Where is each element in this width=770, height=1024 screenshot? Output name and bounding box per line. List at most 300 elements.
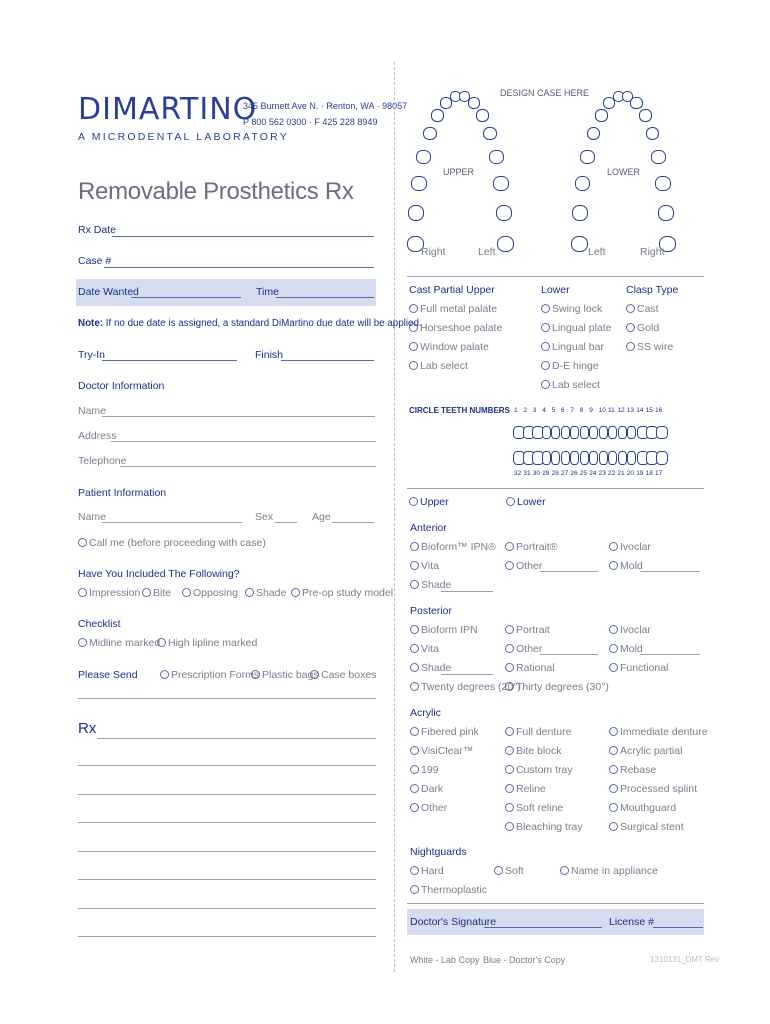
tooth-number[interactable]: 3 <box>532 407 537 414</box>
upper-left-label: Left <box>478 246 496 258</box>
cast-partial-lower-option[interactable] <box>541 379 600 391</box>
radio-circle <box>626 342 635 351</box>
nightguard-hard[interactable] <box>410 865 444 877</box>
patient-sex-label: Sex <box>255 511 274 523</box>
radio-circle <box>609 727 618 736</box>
tooth-number[interactable]: 28 <box>551 470 559 477</box>
upper-tooth-icon[interactable] <box>580 426 589 439</box>
nightguard-soft-label: Soft <box>505 865 524 877</box>
tooth-number[interactable]: 22 <box>608 470 616 477</box>
tooth-number[interactable]: 4 <box>542 407 546 414</box>
acrylic-col2-option[interactable] <box>505 783 546 795</box>
lower-tooth-icon[interactable] <box>656 451 668 465</box>
anterior-col1-option-label: Bioform™ IPN® <box>421 541 496 553</box>
arch-upper-option[interactable]: Upper <box>409 496 449 508</box>
clasp-type-option[interactable] <box>626 341 673 353</box>
lower-tooth-icon[interactable] <box>561 451 570 465</box>
tooth-number[interactable]: 14 <box>636 407 644 414</box>
circle-teeth-heading: CIRCLE TEETH NUMBERS <box>409 406 510 415</box>
upper-right-label: Right <box>421 246 446 258</box>
doctor-signature-label: Doctor's Signature <box>410 916 497 928</box>
cast-partial-heading: Cast Partial Upper <box>409 284 495 296</box>
posterior-col2-option-label: Rational <box>516 662 555 674</box>
rx-date-label: Rx Date <box>78 224 116 236</box>
send-prescription-forms[interactable]: Prescription Forms <box>160 669 259 681</box>
send-plastic-bags[interactable]: Plastic bags <box>251 669 319 681</box>
acrylic-heading: Acrylic <box>410 707 441 719</box>
posterior-col2-option-label: Other <box>516 643 543 655</box>
tooth-number[interactable]: 20 <box>626 470 635 477</box>
included-bite[interactable]: Bite <box>142 587 171 599</box>
acrylic-col3-option-label: Mouthguard <box>620 802 677 814</box>
acrylic-col3-option[interactable] <box>609 764 656 776</box>
doctor-name-label: Name <box>78 405 107 417</box>
nightguard-name-label: Name in appliance <box>571 865 658 877</box>
rx-line[interactable] <box>78 794 376 795</box>
upper-tooth-icon[interactable] <box>656 426 668 439</box>
anterior-col2-option[interactable] <box>505 560 542 572</box>
clasp-type-option[interactable] <box>626 303 659 315</box>
checklist-high-lipline[interactable]: High lipline marked <box>157 637 257 649</box>
fill-in-line[interactable] <box>441 591 493 592</box>
radio-circle <box>410 746 419 755</box>
acrylic-col2-option-label: Custom tray <box>516 764 573 776</box>
cast-partial-upper-option[interactable] <box>409 322 502 334</box>
posterior-col1-option-label: Bioform IPN <box>421 624 478 636</box>
call-me-option[interactable]: Call me (before proceeding with case) <box>78 537 266 549</box>
send-case-boxes[interactable]: Case boxes <box>310 669 376 681</box>
patient-info-heading: Patient Information <box>78 487 167 499</box>
radio-circle <box>410 784 419 793</box>
finish-field[interactable] <box>281 360 374 361</box>
posterior-col3-option[interactable] <box>609 643 643 655</box>
radio-circle <box>505 803 514 812</box>
cast-partial-upper-option[interactable] <box>409 360 468 372</box>
lower-tooth-icon[interactable] <box>627 451 636 465</box>
clasp-type-option[interactable] <box>626 322 659 334</box>
acrylic-col2-option[interactable] <box>505 821 583 833</box>
radio-circle <box>505 822 514 831</box>
posterior-col2-option-label: Portrait <box>516 624 550 636</box>
checklist-heading: Checklist <box>78 618 121 630</box>
radio-circle <box>505 727 514 736</box>
finish-label: Finish <box>255 349 284 361</box>
tooth-icon[interactable] <box>587 127 601 140</box>
rx-line[interactable] <box>97 738 376 739</box>
radio-circle <box>410 561 419 570</box>
radio-circle <box>609 663 618 672</box>
tooth-icon[interactable] <box>489 150 504 164</box>
radio-circle <box>560 866 569 875</box>
upper-tooth-icon[interactable] <box>589 426 598 439</box>
tooth-icon[interactable] <box>476 109 489 121</box>
cast-partial-lower-option[interactable] <box>541 360 599 372</box>
tooth-number[interactable]: 11 <box>608 407 615 414</box>
tooth-icon[interactable] <box>411 176 426 191</box>
cast-partial-upper-option-label: Window palate <box>420 341 489 353</box>
rx-line[interactable] <box>78 879 376 880</box>
tooth-icon[interactable] <box>497 236 514 252</box>
radio-circle <box>541 323 550 332</box>
acrylic-col2-option-label: Soft reline <box>516 802 564 814</box>
cast-partial-upper-option-label: Full metal palate <box>420 303 498 315</box>
posterior-col1-option[interactable] <box>410 624 478 636</box>
posterior-col2-option-label: Thirty degrees (30°) <box>516 681 609 693</box>
upper-tooth-icon[interactable] <box>599 426 608 439</box>
fill-in-line[interactable] <box>640 654 700 655</box>
radio-circle <box>410 765 419 774</box>
acrylic-col1-option-label: 199 <box>421 764 439 776</box>
upper-tooth-icon[interactable] <box>627 426 636 439</box>
posterior-col2-option[interactable] <box>505 681 609 693</box>
radio-circle <box>505 663 514 672</box>
acrylic-col3-option-label: Processed splint <box>620 783 698 795</box>
nightguard-thermoplastic-label: Thermoplastic <box>421 884 487 896</box>
acrylic-col1-option[interactable] <box>410 745 473 757</box>
included-opposing[interactable]: Opposing <box>182 587 238 599</box>
patient-sex-field[interactable] <box>275 522 297 523</box>
tooth-number[interactable]: 12 <box>617 407 625 414</box>
cast-partial-lower-option[interactable] <box>541 341 604 353</box>
clasp-type-option-label: Gold <box>637 322 660 334</box>
radio-circle <box>609 765 618 774</box>
nightguard-name[interactable] <box>560 865 658 877</box>
lower-tooth-icon[interactable] <box>551 451 560 465</box>
footer-form-code: 1310131_DMT Rev <box>650 955 720 964</box>
posterior-col2-option[interactable] <box>505 624 550 636</box>
acrylic-col1-option-label: Dark <box>421 783 444 795</box>
cast-partial-upper-option-label: Lab select <box>420 360 468 372</box>
acrylic-col1-option-label: Other <box>421 802 448 814</box>
tooth-number[interactable]: 18 <box>645 470 653 477</box>
acrylic-col3-option-label: Rebase <box>620 764 657 776</box>
anterior-col3-option-label: Ivoclar <box>620 541 651 553</box>
anterior-heading: Anterior <box>410 522 447 534</box>
radio-circle <box>541 380 550 389</box>
tooth-icon[interactable] <box>468 97 480 109</box>
arch-lower-option[interactable]: Lower <box>506 496 546 508</box>
radio-circle <box>410 885 419 894</box>
cast-partial-lower-option-label: Lingual bar <box>552 341 604 353</box>
radio-circle <box>626 323 635 332</box>
rx-line[interactable] <box>78 936 376 937</box>
license-label: License # <box>609 916 654 928</box>
tooth-number[interactable]: 32 <box>514 470 522 477</box>
acrylic-col2-option-label: Reline <box>516 783 546 795</box>
radio-circle <box>609 625 618 634</box>
cast-partial-lower-option-label: Swing lock <box>552 303 603 315</box>
nightguard-soft[interactable] <box>494 865 524 877</box>
tooth-icon[interactable] <box>496 205 512 220</box>
tooth-icon[interactable] <box>571 236 588 252</box>
acrylic-col3-option-label: Immediate denture <box>620 726 708 738</box>
doctor-telephone-field[interactable] <box>120 466 376 467</box>
lower-tooth-icon[interactable] <box>599 451 608 465</box>
radio-circle <box>410 644 419 653</box>
radio-circle <box>78 538 87 547</box>
date-wanted-label: Date Wanted <box>78 286 139 298</box>
acrylic-col2-option[interactable] <box>505 726 571 738</box>
section-line <box>407 903 704 904</box>
fill-in-line[interactable] <box>540 571 598 572</box>
tooth-number[interactable]: 9 <box>589 407 593 414</box>
upper-tooth-icon[interactable] <box>618 426 627 439</box>
posterior-col1-option-label: Twenty degrees (20°) <box>421 681 521 693</box>
case-number-label: Case # <box>78 255 112 267</box>
tooth-number[interactable]: 7 <box>570 407 575 414</box>
fill-in-line[interactable] <box>540 654 598 655</box>
anterior-col2-option-label: Other <box>516 560 543 572</box>
tooth-number[interactable]: 30 <box>532 470 541 477</box>
clasp-type-heading: Clasp Type <box>626 284 679 296</box>
lower-heading: Lower <box>541 284 570 296</box>
doctor-telephone-label: Telephone <box>78 455 127 467</box>
lower-tooth-icon[interactable] <box>618 451 627 465</box>
anterior-col1-option-label: Vita <box>421 560 439 572</box>
radio-circle <box>505 644 514 653</box>
doctor-signature-field[interactable] <box>484 927 602 928</box>
tooth-icon[interactable] <box>655 176 670 191</box>
tooth-icon[interactable] <box>493 176 508 191</box>
anterior-col3-option-label: Mold <box>620 560 643 572</box>
rx-date-field[interactable] <box>112 236 374 237</box>
try-in-field[interactable] <box>102 360 237 361</box>
included-shade[interactable]: Shade <box>245 587 286 599</box>
lower-tooth-icon[interactable] <box>589 451 598 465</box>
anterior-col2-option-label: Portrait® <box>516 541 558 553</box>
posterior-col2-option[interactable] <box>505 662 555 674</box>
upper-tooth-icon[interactable] <box>542 426 551 439</box>
tooth-number[interactable]: 10 <box>598 407 606 414</box>
tooth-icon[interactable] <box>416 150 431 164</box>
upper-tooth-icon[interactable] <box>608 426 617 439</box>
radio-circle <box>609 784 618 793</box>
tooth-icon[interactable] <box>408 205 424 220</box>
section-line <box>407 488 704 489</box>
posterior-col3-option-label: Functional <box>620 662 669 674</box>
upper-tooth-icon[interactable] <box>570 426 579 439</box>
acrylic-col3-option[interactable] <box>609 821 684 833</box>
rx-line[interactable] <box>78 765 376 766</box>
tooth-number[interactable]: 29 <box>542 470 550 477</box>
anterior-col1-option[interactable] <box>410 541 496 553</box>
tooth-number[interactable]: 2 <box>523 407 528 414</box>
tooth-icon[interactable] <box>423 127 437 140</box>
tooth-number[interactable]: 19 <box>636 470 644 477</box>
included-impression[interactable]: Impression <box>78 587 140 599</box>
tooth-icon[interactable] <box>639 109 652 121</box>
tooth-number[interactable]: 17 <box>655 470 663 477</box>
posterior-col3-option[interactable] <box>609 624 651 636</box>
rx-line[interactable] <box>78 908 376 909</box>
anterior-col2-option[interactable] <box>505 541 558 553</box>
radio-circle <box>541 361 550 370</box>
doctor-address-field[interactable] <box>111 441 376 442</box>
case-number-field[interactable] <box>104 267 374 268</box>
radio-circle <box>505 682 514 691</box>
radio-circle <box>410 803 419 812</box>
tooth-number[interactable]: 6 <box>561 407 565 414</box>
doctor-info-heading: Doctor Information <box>78 380 165 392</box>
acrylic-col2-option[interactable] <box>505 802 563 814</box>
acrylic-col1-option[interactable] <box>410 764 439 776</box>
acrylic-col2-option[interactable] <box>505 764 573 776</box>
lower-tooth-icon[interactable] <box>570 451 579 465</box>
tooth-icon[interactable] <box>431 109 444 121</box>
radio-circle <box>410 663 419 672</box>
separator-line <box>78 698 376 699</box>
radio-circle <box>409 342 418 351</box>
radio-circle <box>409 323 418 332</box>
lower-tooth-icon[interactable] <box>608 451 617 465</box>
radio-circle <box>541 342 550 351</box>
upper-tooth-icon[interactable] <box>561 426 570 439</box>
checklist-midline[interactable]: Midline marked <box>78 637 160 649</box>
brand-logo: DIMARTINO <box>78 92 258 127</box>
doctor-name-field[interactable] <box>102 416 375 417</box>
patient-age-label: Age <box>312 511 331 523</box>
tooth-number[interactable]: 1 <box>514 407 518 414</box>
radio-circle <box>410 866 419 875</box>
cast-partial-upper-option[interactable] <box>409 341 489 353</box>
tooth-icon[interactable] <box>651 150 666 164</box>
footer-blue-copy: Blue - Doctor's Copy <box>483 955 566 965</box>
tooth-number[interactable]: 23 <box>598 470 606 477</box>
tooth-icon[interactable] <box>630 97 642 109</box>
doctor-address-label: Address <box>78 430 117 442</box>
posterior-col1-option[interactable] <box>410 662 451 674</box>
cast-partial-lower-option[interactable] <box>541 303 602 315</box>
time-label: Time <box>256 286 279 298</box>
tooth-icon[interactable] <box>483 127 497 140</box>
tooth-icon[interactable] <box>580 150 595 164</box>
tooth-number[interactable]: 25 <box>579 470 588 477</box>
radio-circle <box>609 746 618 755</box>
cast-partial-lower-option-label: Lingual plate <box>552 322 612 334</box>
included-pre-op-model[interactable]: Pre-op study model <box>291 587 393 599</box>
radio-circle <box>410 727 419 736</box>
cast-partial-lower-option[interactable] <box>541 322 612 334</box>
acrylic-col3-option-label: Acrylic partial <box>620 745 683 757</box>
acrylic-col2-option-label: Bleaching tray <box>516 821 583 833</box>
acrylic-col3-option[interactable] <box>609 745 682 757</box>
tooth-number[interactable]: 13 <box>626 407 635 414</box>
clasp-type-option-label: SS wire <box>637 341 674 353</box>
cast-partial-upper-option-label: Horseshoe palate <box>420 322 503 334</box>
note-text: If no due date is assigned, a standard DiMartino due date will be applied. <box>105 318 422 329</box>
posterior-col3-option-label: Ivoclar <box>620 624 651 636</box>
tooth-icon[interactable] <box>646 127 660 140</box>
radio-circle <box>494 866 503 875</box>
footer-white-copy: White - Lab Copy <box>410 955 480 965</box>
acrylic-col1-option-label: VisiClear™ <box>421 745 474 757</box>
anterior-col1-option-label: Shade <box>421 579 452 591</box>
note-label: Note: <box>78 318 104 329</box>
acrylic-col3-option-label: Surgical stent <box>620 821 684 833</box>
acrylic-col3-option[interactable] <box>609 783 697 795</box>
lower-left-label: Left <box>588 246 606 258</box>
radio-circle <box>609 822 618 831</box>
fill-in-line[interactable] <box>640 571 700 572</box>
patient-name-label: Name <box>78 511 107 523</box>
radio-circle <box>609 561 618 570</box>
upper-tooth-icon[interactable] <box>551 426 560 439</box>
acrylic-col1-option[interactable] <box>410 802 447 814</box>
acrylic-col2-option-label: Bite block <box>516 745 562 757</box>
tooth-number[interactable]: 26 <box>570 470 578 477</box>
radio-circle <box>505 625 514 634</box>
cast-partial-lower-option-label: Lab select <box>552 379 600 391</box>
tooth-icon[interactable] <box>575 176 590 191</box>
tooth-number[interactable]: 27 <box>561 470 569 477</box>
radio-circle <box>409 361 418 370</box>
radio-circle <box>505 746 514 755</box>
radio-circle <box>410 682 419 691</box>
date-wanted-field[interactable] <box>131 297 241 298</box>
acrylic-col1-option[interactable] <box>410 783 443 795</box>
acrylic-col3-option[interactable] <box>609 726 708 738</box>
posterior-col1-option-label: Vita <box>421 643 439 655</box>
rx-line[interactable] <box>78 851 376 852</box>
time-field[interactable] <box>276 297 374 298</box>
acrylic-col1-option[interactable] <box>410 726 479 738</box>
lower-tooth-icon[interactable] <box>542 451 551 465</box>
acrylic-col2-option[interactable] <box>505 745 562 757</box>
lower-label: LOWER <box>607 167 641 177</box>
posterior-col2-option[interactable] <box>505 643 542 655</box>
tooth-number[interactable]: 16 <box>655 407 663 414</box>
fill-in-line[interactable] <box>441 674 493 675</box>
tooth-icon[interactable] <box>595 109 608 121</box>
cast-partial-upper-option[interactable] <box>409 303 497 315</box>
tooth-icon[interactable] <box>658 205 674 220</box>
tooth-number[interactable]: 15 <box>645 407 653 414</box>
nightguard-thermoplastic[interactable] <box>410 884 487 896</box>
acrylic-col1-option-label: Fibered pink <box>421 726 479 738</box>
section-line <box>407 276 704 277</box>
tooth-number[interactable]: 21 <box>617 470 625 477</box>
anterior-col1-option[interactable] <box>410 560 439 572</box>
included-heading: Have You Included The Following? <box>78 568 240 580</box>
patient-age-field[interactable] <box>332 522 374 523</box>
upper-label: UPPER <box>443 167 475 177</box>
radio-circle <box>505 765 514 774</box>
tooth-icon[interactable] <box>572 205 588 220</box>
patient-name-field[interactable] <box>102 522 242 523</box>
tooth-number[interactable]: 24 <box>589 470 597 477</box>
tooth-number[interactable]: 5 <box>551 407 556 414</box>
acrylic-col3-option[interactable] <box>609 802 676 814</box>
rx-line[interactable] <box>78 822 376 823</box>
license-field[interactable] <box>653 927 703 928</box>
posterior-heading: Posterior <box>410 605 453 617</box>
posterior-col3-option[interactable] <box>609 662 668 674</box>
try-in-label: Try-In <box>78 349 106 361</box>
tooth-number[interactable]: 31 <box>523 470 531 477</box>
anterior-col3-option[interactable] <box>609 541 651 553</box>
anterior-col1-option[interactable] <box>410 579 451 591</box>
posterior-col1-option-label: Shade <box>421 662 452 674</box>
brand-subtitle: A MICRODENTAL LABORATORY <box>78 131 289 143</box>
lower-right-label: Right <box>640 246 665 258</box>
posterior-col1-option[interactable] <box>410 643 439 655</box>
tooth-number[interactable]: 8 <box>579 407 584 414</box>
acrylic-col2-option-label: Full denture <box>516 726 572 738</box>
nightguards-heading: Nightguards <box>410 846 467 858</box>
anterior-col3-option[interactable] <box>609 560 643 572</box>
nightguard-hard-label: Hard <box>421 865 444 877</box>
lower-tooth-icon[interactable] <box>580 451 589 465</box>
